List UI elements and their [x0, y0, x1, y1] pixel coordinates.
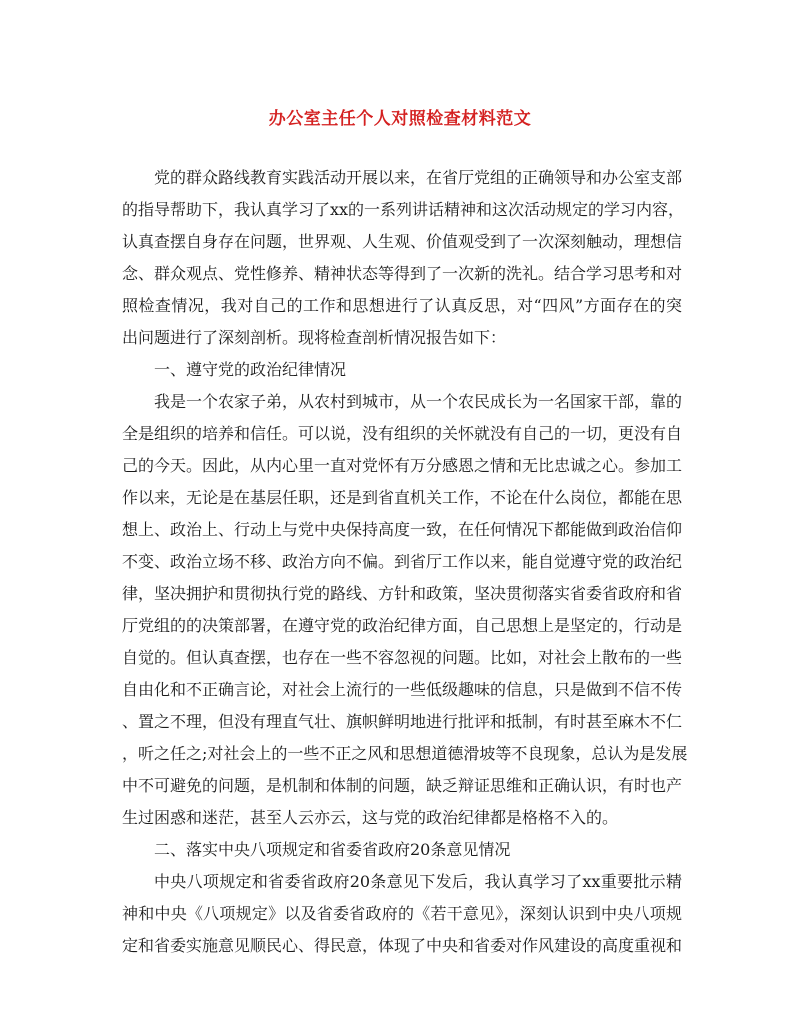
paragraph-line: 生过困惑和迷茫，甚至人云亦云，这与党的政治纪律都是格格不入的。	[122, 808, 619, 827]
paragraph-line: 我是一个农家子弟，从农村到城市，从一个农民成长为一名国家干部，靠的	[154, 392, 683, 411]
paragraph-line: 律，坚决拥护和贯彻执行党的路线、方针和政策，坚决贯彻落实省委省政府和省	[122, 584, 683, 603]
paragraph-line: 认真查摆自身存在问题，世界观、人生观、价值观受到了一次深刻触动，理想信	[122, 232, 683, 251]
paragraph-line: 中央八项规定和省委省政府20条意见下发后，我认真学习了xx重要批示精	[154, 872, 682, 891]
paragraph-line: 出问题进行了深刻剖析。现将检查剖析情况报告如下：	[122, 328, 507, 347]
section-heading: 二、落实中央八项规定和省委省政府20条意见情况	[154, 840, 511, 859]
paragraph-line: 厅党组的的决策部署，在遵守党的政治纪律方面，自己思想上是坚定的，行动是	[122, 616, 683, 635]
paragraph-line: 照检查情况，我对自己的工作和思想进行了认真反思，对“四风”方面存在的突	[122, 296, 682, 315]
paragraph-line: 中不可避免的问题，是机制和体制的问题，缺乏辩证思维和正确认识，有时也产	[122, 776, 683, 795]
paragraph-line: 不变、政治立场不移、政治方向不偏。到省厅工作以来，能自觉遵守党的政治纪	[122, 552, 683, 571]
paragraph-line: 定和省委实施意见顺民心、得民意，体现了中央和省委对作风建设的高度重视和	[122, 936, 683, 955]
paragraph-line: 己的今天。因此，从内心里一直对党怀有万分感恩之情和无比忠诚之心。参加工	[122, 456, 683, 475]
paragraph-line: 作以来，无论是在基层任职，还是到省直机关工作，不论在什么岗位，都能在思	[122, 488, 683, 507]
paragraph-line: 、置之不理，但没有理直气壮、旗帜鲜明地进行批评和抵制，有时甚至麻木不仁	[122, 712, 683, 731]
paragraph-line: 念、群众观点、党性修养、精神状态等得到了一次新的洗礼。结合学习思考和对	[122, 264, 683, 283]
paragraph-line: 想上、政治上、行动上与党中央保持高度一致，在任何情况下都能做到政治信仰	[122, 520, 683, 539]
paragraph-line: 自觉的。但认真查摆，也存在一些不容忽视的问题。比如，对社会上散布的一些	[122, 648, 683, 667]
paragraph-line: 自由化和不正确言论，对社会上流行的一些低级趣味的信息，只是做到不信不传	[122, 680, 683, 699]
paragraph-line: 的指导帮助下，我认真学习了xx的一系列讲话精神和这次活动规定的学习内容，	[122, 200, 685, 219]
paragraph-line: 全是组织的培养和信任。可以说，没有组织的关怀就没有自己的一切，更没有自	[122, 424, 683, 443]
paragraph-line: 党的群众路线教育实践活动开展以来，在省厅党组的正确领导和办公室支部	[154, 168, 683, 187]
paragraph-line: ，听之任之;对社会上的一些不正之风和思想道德滑坡等不良现象，总认为是发展	[122, 744, 688, 763]
paragraph-line: 神和中央《八项规定》以及省委省政府的《若干意见》，深刻认识到中央八项规	[122, 904, 682, 923]
section-heading: 一、遵守党的政治纪律情况	[154, 360, 347, 379]
document-title: 办公室主任个人对照检查材料范文	[268, 109, 532, 129]
